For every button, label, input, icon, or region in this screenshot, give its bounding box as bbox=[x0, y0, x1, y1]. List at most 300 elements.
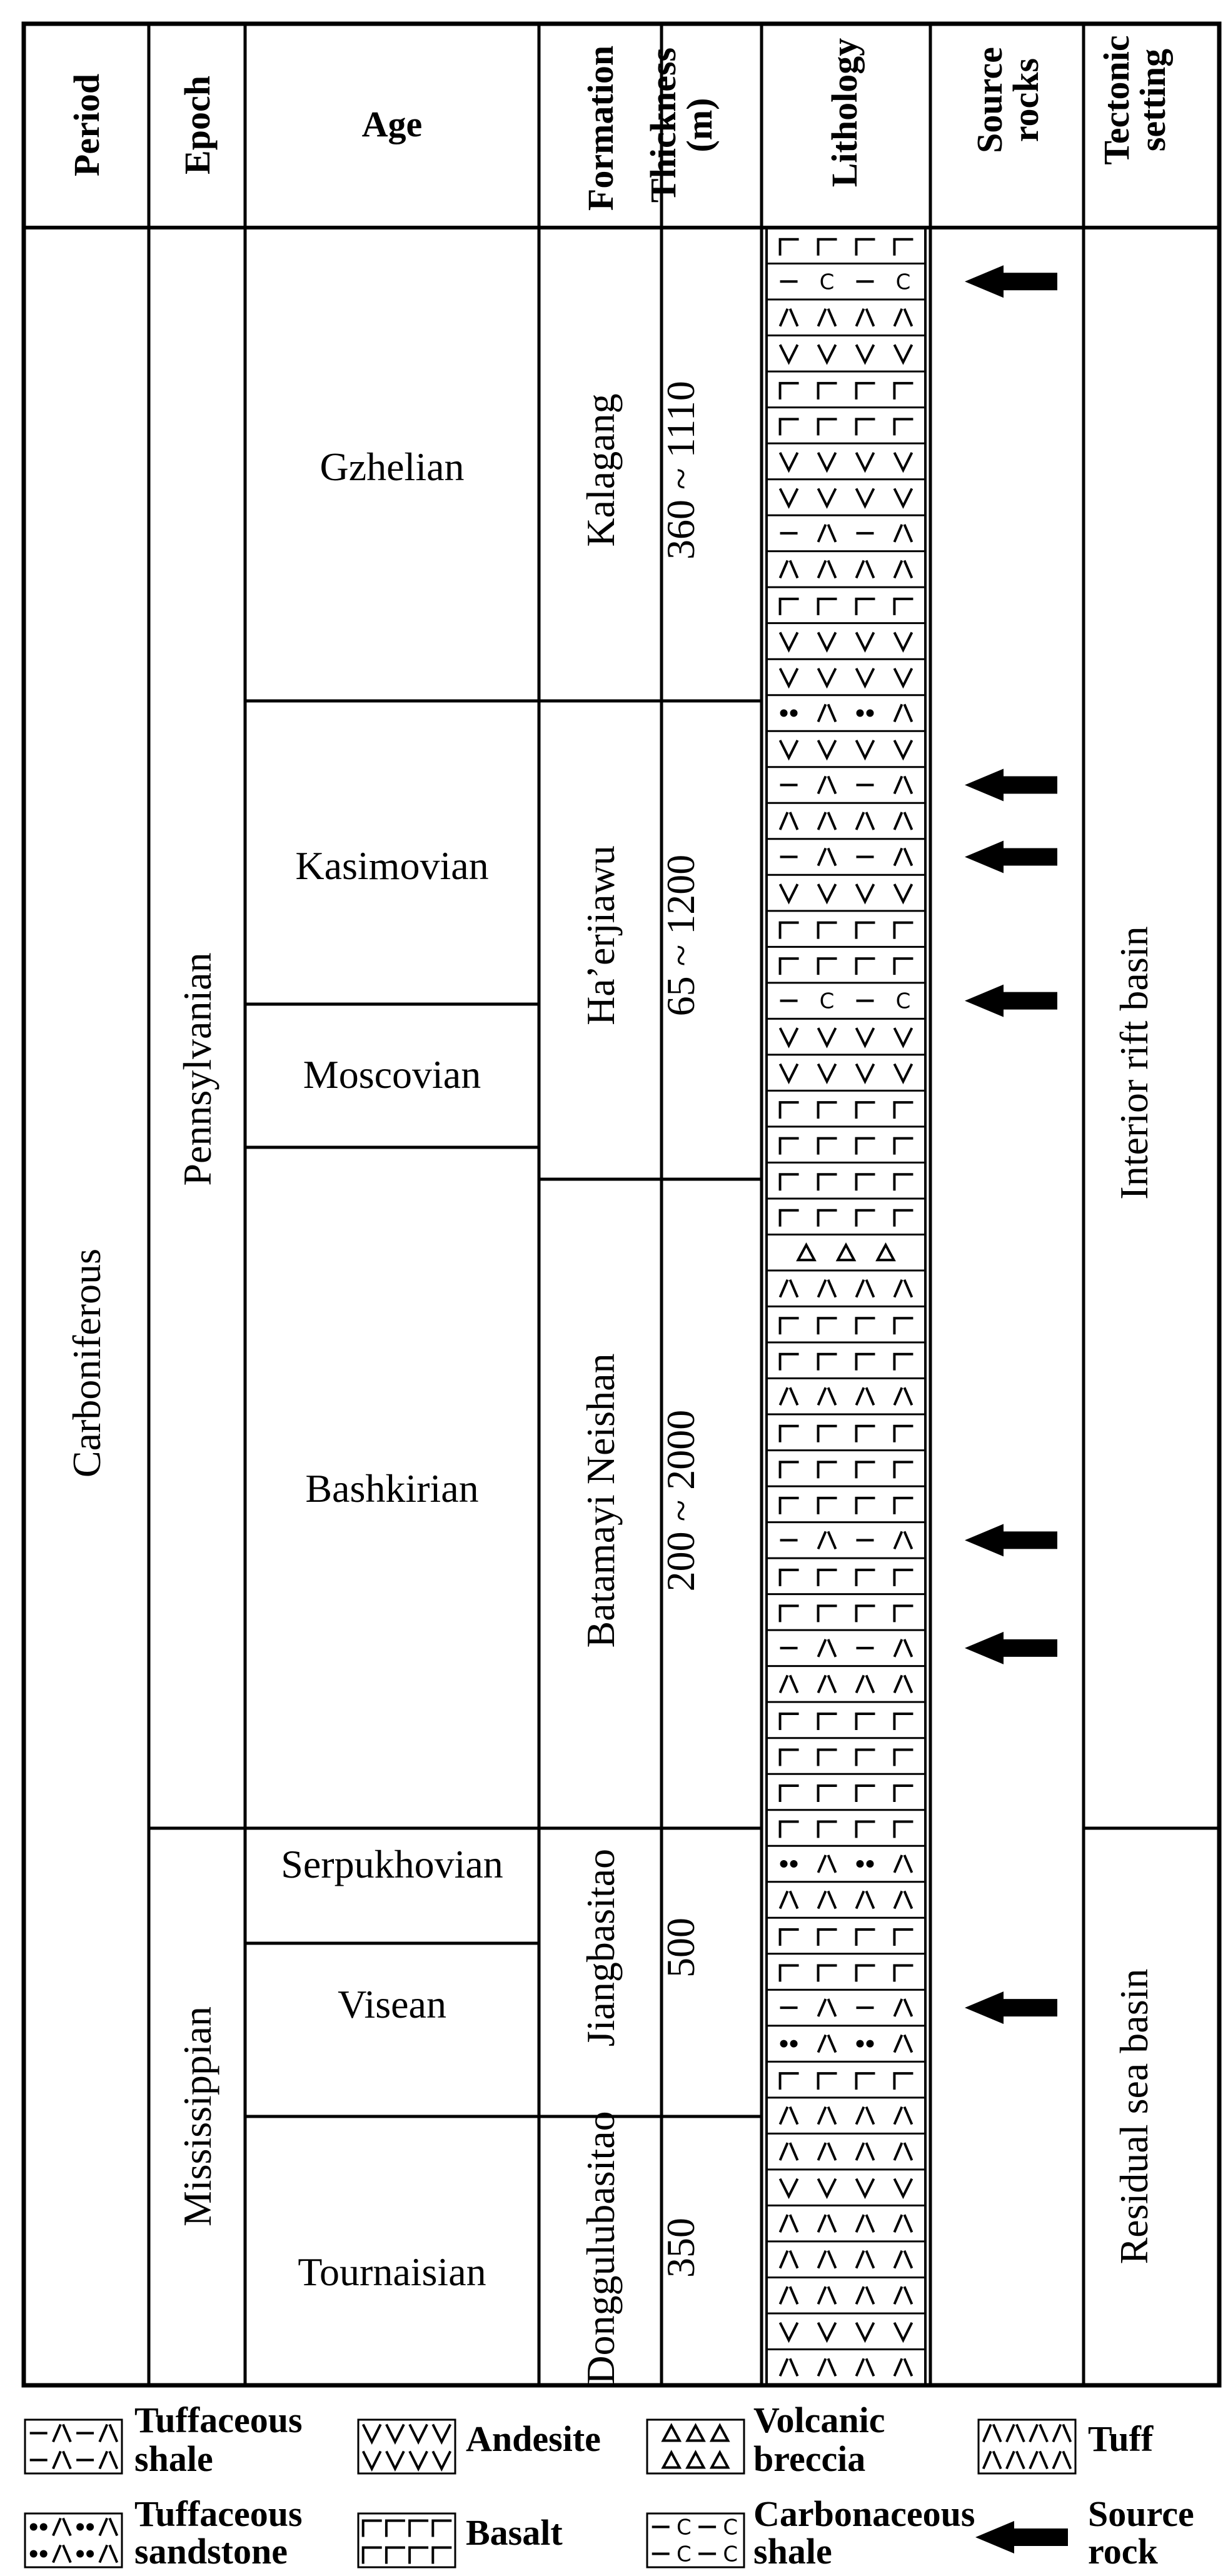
tuff-symbol bbox=[818, 1387, 836, 1405]
pattern-basalt bbox=[780, 1821, 913, 1838]
age-label-visean: Visean bbox=[338, 1982, 446, 2026]
tuffaceous-shale-symbol bbox=[818, 1639, 836, 1657]
tuffaceous-sandstone-symbol bbox=[894, 704, 912, 722]
tuffaceous-sandstone-symbol bbox=[856, 1860, 873, 1868]
tuffaceous-shale-symbol bbox=[894, 848, 912, 866]
pattern-andesite bbox=[780, 2179, 912, 2196]
basalt-symbol bbox=[818, 1570, 837, 1586]
basalt-symbol bbox=[818, 239, 837, 256]
pattern-tuffaceous-shale bbox=[780, 1531, 912, 1549]
legend-label-carbonaceous-shale-2: shale bbox=[753, 2531, 832, 2572]
tuff-symbol bbox=[856, 1280, 873, 1297]
basalt-symbol bbox=[856, 1786, 875, 1802]
legend-swatch-tuffaceous-shale bbox=[25, 2420, 122, 2473]
pattern-andesite bbox=[780, 488, 912, 506]
pattern-basalt bbox=[780, 1570, 913, 1586]
header-thickness-unit: (m) bbox=[679, 98, 720, 153]
andesite-symbol bbox=[780, 884, 798, 902]
tuffaceous-sandstone-symbol bbox=[780, 1860, 798, 1868]
basalt-symbol bbox=[818, 1966, 837, 1982]
basalt-symbol bbox=[894, 1102, 913, 1119]
basalt-symbol bbox=[856, 239, 875, 256]
pattern-basalt bbox=[780, 923, 913, 939]
legend-label-source-rock-2: rock bbox=[1088, 2531, 1158, 2572]
basalt-symbol bbox=[818, 1210, 837, 1227]
tuff-symbol bbox=[780, 812, 798, 830]
tuff-symbol bbox=[818, 2143, 836, 2160]
tuff-symbol bbox=[856, 2251, 873, 2268]
header-source-rocks: Source bbox=[969, 47, 1010, 153]
andesite-symbol bbox=[856, 488, 873, 506]
pattern-andesite bbox=[780, 632, 912, 650]
andesite-symbol bbox=[818, 488, 836, 506]
pattern-tuffaceous-shale bbox=[780, 525, 912, 542]
carbonaceous-c-symbol: C bbox=[723, 2542, 738, 2567]
legend-label-basalt: Basalt bbox=[466, 2512, 563, 2553]
tuff-symbol bbox=[780, 2358, 798, 2376]
carbonaceous-c-symbol: C bbox=[895, 989, 911, 1014]
pattern-tuff bbox=[780, 812, 912, 830]
basalt-symbol bbox=[856, 1821, 875, 1838]
basalt-symbol bbox=[856, 1102, 875, 1119]
basalt-symbol bbox=[780, 1174, 799, 1190]
legend-label-carbonaceous-shale: Carbonaceous bbox=[753, 2493, 975, 2534]
pattern-basalt bbox=[780, 1174, 913, 1190]
basalt-symbol bbox=[856, 599, 875, 615]
tuffaceous-sandstone-symbol bbox=[856, 709, 873, 717]
header-period: Period bbox=[66, 73, 107, 177]
andesite-symbol bbox=[780, 632, 798, 650]
basalt-symbol bbox=[818, 1102, 837, 1119]
pattern-tuff bbox=[780, 1891, 912, 1909]
pattern-tuffaceous-shale bbox=[780, 1639, 912, 1657]
basalt-symbol bbox=[818, 2073, 837, 2090]
basalt-symbol bbox=[894, 1354, 913, 1371]
header-source-rocks-2: rocks bbox=[1005, 58, 1046, 143]
pattern-andesite bbox=[780, 345, 912, 362]
tuffaceous-sandstone-symbol bbox=[894, 2035, 912, 2053]
basalt-symbol bbox=[780, 923, 799, 939]
tuff-symbol bbox=[894, 2107, 912, 2125]
basalt-symbol bbox=[894, 1139, 913, 1155]
tuff-symbol bbox=[780, 1675, 798, 1693]
basalt-symbol bbox=[780, 2073, 799, 2090]
legend-item-tuffaceous-sandstone bbox=[134, 2493, 303, 2572]
legend-label-andesite: Andesite bbox=[466, 2418, 601, 2459]
basalt-symbol bbox=[780, 1318, 799, 1334]
basalt-symbol bbox=[894, 1786, 913, 1802]
tuff-symbol bbox=[780, 560, 798, 578]
pattern-tuffaceous-shale bbox=[780, 848, 912, 866]
basalt-symbol bbox=[780, 239, 799, 256]
legend-item-andesite bbox=[466, 2418, 601, 2459]
basalt-symbol bbox=[856, 923, 875, 939]
tuff-symbol bbox=[818, 560, 836, 578]
tuff-symbol bbox=[818, 2358, 836, 2376]
header-lithology: Lithology bbox=[824, 38, 865, 188]
tuff-symbol bbox=[856, 2107, 873, 2125]
basalt-symbol bbox=[818, 1139, 837, 1155]
basalt-symbol bbox=[818, 1174, 837, 1190]
basalt-symbol bbox=[780, 1714, 799, 1730]
basalt-symbol bbox=[780, 599, 799, 615]
basalt-symbol bbox=[818, 1786, 837, 1802]
source-rock-arrow bbox=[965, 1524, 1057, 1556]
tuffaceous-shale-symbol bbox=[894, 1531, 912, 1549]
basalt-symbol bbox=[780, 1570, 799, 1586]
andesite-symbol bbox=[780, 2179, 798, 2196]
pattern-tuff bbox=[780, 2358, 912, 2376]
pattern-tuffaceous-shale bbox=[780, 1999, 912, 2016]
pattern-andesite bbox=[780, 453, 912, 470]
pattern-tuff bbox=[780, 1280, 912, 1297]
pattern-basalt bbox=[780, 1210, 913, 1227]
legend-item-tuffaceous-shale bbox=[134, 2400, 303, 2479]
source-rock-arrow bbox=[965, 265, 1057, 298]
tuff-symbol bbox=[780, 1280, 798, 1297]
legend-label-tuffaceous-sandstone: Tuffaceous bbox=[134, 2493, 303, 2534]
epoch-label-mississippian: Mississippian bbox=[175, 2006, 219, 2227]
basalt-symbol bbox=[818, 1462, 837, 1478]
legend-label-tuffaceous-shale: Tuffaceous bbox=[134, 2400, 303, 2440]
tuffaceous-sandstone-symbol bbox=[780, 709, 798, 717]
basalt-symbol bbox=[894, 1966, 913, 1982]
basalt-symbol bbox=[894, 1714, 913, 1730]
pattern-basalt bbox=[780, 1714, 913, 1730]
andesite-symbol bbox=[894, 1064, 912, 1082]
header-thickness: Thickness bbox=[643, 47, 683, 203]
tuff-symbol bbox=[856, 1891, 873, 1909]
pattern-tuffaceous-shale bbox=[780, 777, 912, 794]
source-rock-arrow bbox=[965, 841, 1057, 873]
legend-item-carbonaceous-shale bbox=[753, 2493, 975, 2572]
formation-label-donggulubasitao: Donggulubasitao bbox=[578, 2111, 623, 2385]
basalt-symbol bbox=[856, 1210, 875, 1227]
pattern-tuff bbox=[780, 2143, 912, 2160]
legend-item-volcanic-breccia bbox=[753, 2400, 885, 2479]
tuff-symbol bbox=[894, 2287, 912, 2304]
tuff-symbol bbox=[894, 1387, 912, 1405]
period-label: Carboniferous bbox=[64, 1248, 109, 1478]
andesite-symbol bbox=[856, 668, 873, 686]
basalt-symbol bbox=[894, 1174, 913, 1190]
source-rock-arrow bbox=[965, 1991, 1057, 2024]
tuff-symbol bbox=[780, 2107, 798, 2125]
andesite-symbol bbox=[894, 884, 912, 902]
basalt-symbol bbox=[780, 419, 799, 435]
basalt-symbol bbox=[856, 383, 875, 400]
pattern-basalt bbox=[780, 599, 913, 615]
tuff-symbol bbox=[818, 812, 836, 830]
legend-swatch-tuff bbox=[979, 2420, 1075, 2473]
andesite-symbol bbox=[894, 1028, 912, 1045]
basalt-symbol bbox=[818, 1318, 837, 1334]
tuff-symbol bbox=[818, 1891, 836, 1909]
tuff-symbol bbox=[818, 2251, 836, 2268]
legend-source-rock-arrow bbox=[975, 2521, 1068, 2553]
pattern-tuff bbox=[780, 309, 912, 326]
andesite-symbol bbox=[818, 884, 836, 902]
header-tectonic-setting-2: setting bbox=[1132, 48, 1173, 152]
basalt-symbol bbox=[856, 1966, 875, 1982]
source-rock-arrow bbox=[965, 769, 1057, 802]
andesite-symbol bbox=[818, 632, 836, 650]
carbonaceous-c-symbol: C bbox=[723, 2515, 738, 2540]
tuff-symbol bbox=[856, 812, 873, 830]
legend-swatch-basalt bbox=[358, 2513, 455, 2567]
carbonaceous-c-symbol: C bbox=[677, 2515, 692, 2540]
andesite-symbol bbox=[818, 2179, 836, 2196]
legend-item-source-rock bbox=[1088, 2493, 1194, 2572]
tuff-symbol bbox=[818, 309, 836, 326]
tuff-symbol bbox=[818, 2215, 836, 2232]
pattern-basalt bbox=[780, 1786, 913, 1802]
basalt-symbol bbox=[780, 1139, 799, 1155]
legend-label-tuffaceous-sandstone-2: sandstone bbox=[134, 2531, 288, 2572]
tuff-symbol bbox=[856, 2215, 873, 2232]
tuff-symbol bbox=[894, 2143, 912, 2160]
pattern-tuffaceous-sandstone bbox=[780, 704, 912, 722]
breccia-symbol bbox=[838, 1245, 854, 1260]
basalt-symbol bbox=[856, 2073, 875, 2090]
basalt-symbol bbox=[818, 1606, 837, 1622]
tuff-symbol bbox=[894, 1280, 912, 1297]
pattern-basalt bbox=[780, 1749, 913, 1766]
basalt-symbol bbox=[780, 1426, 799, 1442]
legend-swatch-box bbox=[979, 2420, 1075, 2473]
tuffaceous-shale-symbol bbox=[818, 777, 836, 794]
basalt-symbol bbox=[818, 1498, 837, 1514]
thickness-label-donggulubasitao: 350 bbox=[658, 2218, 703, 2278]
epoch-label-pennsylvanian: Pennsylvanian bbox=[175, 952, 219, 1186]
pattern-andesite bbox=[780, 2323, 912, 2340]
legend-label-tuff: Tuff bbox=[1088, 2418, 1154, 2459]
basalt-symbol bbox=[856, 419, 875, 435]
andesite-symbol bbox=[894, 668, 912, 686]
legend-item-basalt bbox=[466, 2512, 563, 2553]
basalt-symbol bbox=[780, 1606, 799, 1622]
pattern-andesite bbox=[780, 1028, 912, 1045]
basalt-symbol bbox=[856, 1426, 875, 1442]
basalt-symbol bbox=[780, 1462, 799, 1478]
basalt-symbol bbox=[894, 1498, 913, 1514]
pattern-andesite bbox=[780, 884, 912, 902]
andesite-symbol bbox=[856, 1064, 873, 1082]
pattern-basalt bbox=[780, 1498, 913, 1514]
basalt-symbol bbox=[818, 923, 837, 939]
basalt-symbol bbox=[894, 1318, 913, 1334]
basalt-symbol bbox=[894, 1821, 913, 1838]
basalt-symbol bbox=[856, 1749, 875, 1766]
andesite-symbol bbox=[894, 345, 912, 362]
tuff-symbol bbox=[780, 2251, 798, 2268]
tuffaceous-sandstone-symbol bbox=[856, 2040, 873, 2048]
basalt-symbol bbox=[818, 599, 837, 615]
basalt-symbol bbox=[894, 958, 913, 975]
tuff-symbol bbox=[894, 2251, 912, 2268]
pattern-tuff bbox=[780, 560, 912, 578]
tuff-symbol bbox=[818, 2107, 836, 2125]
basalt-symbol bbox=[894, 1426, 913, 1442]
tuff-symbol bbox=[856, 2358, 873, 2376]
pattern-tuff bbox=[780, 2107, 912, 2125]
thickness-label-haerjiawu: 65 ~ 1200 bbox=[658, 854, 703, 1017]
tuff-symbol bbox=[780, 1387, 798, 1405]
basalt-symbol bbox=[780, 1749, 799, 1766]
tuffaceous-sandstone-symbol bbox=[780, 2040, 798, 2048]
basalt-symbol bbox=[894, 1570, 913, 1586]
andesite-symbol bbox=[780, 345, 798, 362]
legend-swatch-box bbox=[25, 2513, 122, 2567]
breccia-symbol bbox=[878, 1245, 894, 1260]
basalt-symbol bbox=[894, 1929, 913, 1946]
legend-swatch-volcanic-breccia bbox=[647, 2420, 744, 2473]
basalt-symbol bbox=[780, 1821, 799, 1838]
breccia-symbol bbox=[798, 1245, 815, 1260]
header-age: Age bbox=[361, 104, 423, 144]
basalt-symbol bbox=[856, 1929, 875, 1946]
tuffaceous-sandstone-symbol bbox=[894, 1855, 912, 1873]
basalt-symbol bbox=[894, 419, 913, 435]
basalt-symbol bbox=[818, 1354, 837, 1371]
basalt-symbol bbox=[894, 1462, 913, 1478]
carbonaceous-c-symbol: C bbox=[819, 989, 835, 1014]
basalt-symbol bbox=[894, 1210, 913, 1227]
pattern-basalt bbox=[780, 419, 913, 435]
formation-label-jiangbasitao: Jiangbasitao bbox=[578, 1848, 623, 2047]
andesite-symbol bbox=[780, 488, 798, 506]
andesite-symbol bbox=[856, 2323, 873, 2340]
basalt-symbol bbox=[780, 1210, 799, 1227]
tuffaceous-shale-symbol bbox=[894, 777, 912, 794]
tuff-symbol bbox=[856, 309, 873, 326]
tuffaceous-sandstone-symbol bbox=[818, 1855, 836, 1873]
pattern-basalt bbox=[780, 1354, 913, 1371]
andesite-symbol bbox=[856, 345, 873, 362]
age-label-moscovian: Moscovian bbox=[303, 1052, 481, 1097]
source-rock-arrow bbox=[965, 1632, 1057, 1664]
pattern-tuff bbox=[780, 2215, 912, 2232]
header-tectonic-setting: Tectonic bbox=[1096, 35, 1137, 165]
pattern-tuff bbox=[780, 2251, 912, 2268]
age-label-serpukhovian: Serpukhovian bbox=[281, 1842, 503, 1886]
basalt-symbol bbox=[818, 1714, 837, 1730]
tuff-symbol bbox=[780, 2287, 798, 2304]
tuffaceous-shale-symbol bbox=[894, 525, 912, 542]
source-rock-arrow bbox=[965, 985, 1057, 1017]
pattern-basalt bbox=[780, 239, 913, 256]
andesite-symbol bbox=[856, 740, 873, 758]
tuff-symbol bbox=[894, 2358, 912, 2376]
andesite-symbol bbox=[780, 453, 798, 470]
source-rock-markers bbox=[965, 265, 1057, 2024]
andesite-symbol bbox=[818, 2323, 836, 2340]
tuff-symbol bbox=[780, 309, 798, 326]
basalt-symbol bbox=[856, 1714, 875, 1730]
lithology-column bbox=[767, 228, 925, 2385]
tuffaceous-shale-symbol bbox=[818, 1531, 836, 1549]
basalt-symbol bbox=[894, 239, 913, 256]
basalt-symbol bbox=[818, 419, 837, 435]
header-formation: Formation bbox=[580, 45, 621, 211]
pattern-tuffaceous-sandstone bbox=[780, 1855, 912, 1873]
tectonic-label-interior-rift-basin: Interior rift basin bbox=[1112, 926, 1156, 1200]
tuff-symbol bbox=[856, 2143, 873, 2160]
basalt-symbol bbox=[856, 1354, 875, 1371]
andesite-symbol bbox=[894, 453, 912, 470]
thickness-label-batamayi-neishan: 200 ~ 2000 bbox=[658, 1409, 703, 1592]
basalt-symbol bbox=[780, 1498, 799, 1514]
pattern-basalt bbox=[780, 383, 913, 400]
legend-item-tuff bbox=[1088, 2418, 1154, 2459]
carbonaceous-c-symbol: C bbox=[819, 269, 835, 295]
table-labels bbox=[64, 35, 1173, 2384]
basalt-symbol bbox=[780, 1786, 799, 1802]
pattern-basalt bbox=[780, 1606, 913, 1622]
tuff-symbol bbox=[894, 309, 912, 326]
pattern-basalt bbox=[780, 1929, 913, 1946]
andesite-symbol bbox=[818, 345, 836, 362]
thickness-label-jiangbasitao: 500 bbox=[658, 1918, 703, 1978]
basalt-symbol bbox=[856, 1498, 875, 1514]
tuff-symbol bbox=[818, 1675, 836, 1693]
pattern-basalt bbox=[780, 1318, 913, 1334]
basalt-symbol bbox=[894, 923, 913, 939]
andesite-symbol bbox=[894, 740, 912, 758]
basalt-symbol bbox=[894, 383, 913, 400]
basalt-symbol bbox=[780, 383, 799, 400]
basalt-symbol bbox=[856, 1606, 875, 1622]
formation-label-kalagang: Kalagang bbox=[578, 393, 623, 547]
legend-swatch-andesite bbox=[358, 2420, 455, 2473]
tuffaceous-shale-symbol bbox=[818, 848, 836, 866]
basalt-symbol bbox=[894, 599, 913, 615]
andesite-symbol bbox=[818, 740, 836, 758]
formation-label-haerjiawu: Ha’erjiawu bbox=[578, 845, 623, 1025]
legend-swatch-carbonaceous-shale bbox=[647, 2513, 744, 2567]
legend-label-source-rock: Source bbox=[1088, 2493, 1194, 2534]
andesite-symbol bbox=[894, 2179, 912, 2196]
andesite-symbol bbox=[856, 453, 873, 470]
pattern-basalt bbox=[780, 2073, 913, 2090]
basalt-symbol bbox=[780, 1102, 799, 1119]
pattern-tuff bbox=[780, 1675, 912, 1693]
tuff-symbol bbox=[780, 2143, 798, 2160]
basalt-symbol bbox=[856, 1174, 875, 1190]
basalt-symbol bbox=[818, 1426, 837, 1442]
basalt-symbol bbox=[818, 1929, 837, 1946]
tuffaceous-sandstone-symbol bbox=[818, 2035, 836, 2053]
legend-swatch-box bbox=[25, 2420, 122, 2473]
basalt-symbol bbox=[818, 958, 837, 975]
legend-label-volcanic-breccia: Volcanic bbox=[753, 2400, 885, 2440]
age-label-tournaisian: Tournaisian bbox=[298, 2250, 486, 2294]
legend-label-volcanic-breccia-2: breccia bbox=[753, 2438, 866, 2479]
andesite-symbol bbox=[780, 668, 798, 686]
andesite-symbol bbox=[780, 2323, 798, 2340]
andesite-symbol bbox=[818, 668, 836, 686]
tuff-symbol bbox=[894, 2215, 912, 2232]
tuff-symbol bbox=[818, 2287, 836, 2304]
tuff-symbol bbox=[780, 1891, 798, 1909]
basalt-symbol bbox=[818, 1749, 837, 1766]
pattern-basalt bbox=[780, 1426, 913, 1442]
andesite-symbol bbox=[856, 632, 873, 650]
legend-swatch-tuffaceous-sandstone bbox=[25, 2513, 122, 2567]
tuff-symbol bbox=[780, 2215, 798, 2232]
basalt-symbol bbox=[780, 1966, 799, 1982]
andesite-symbol bbox=[894, 632, 912, 650]
